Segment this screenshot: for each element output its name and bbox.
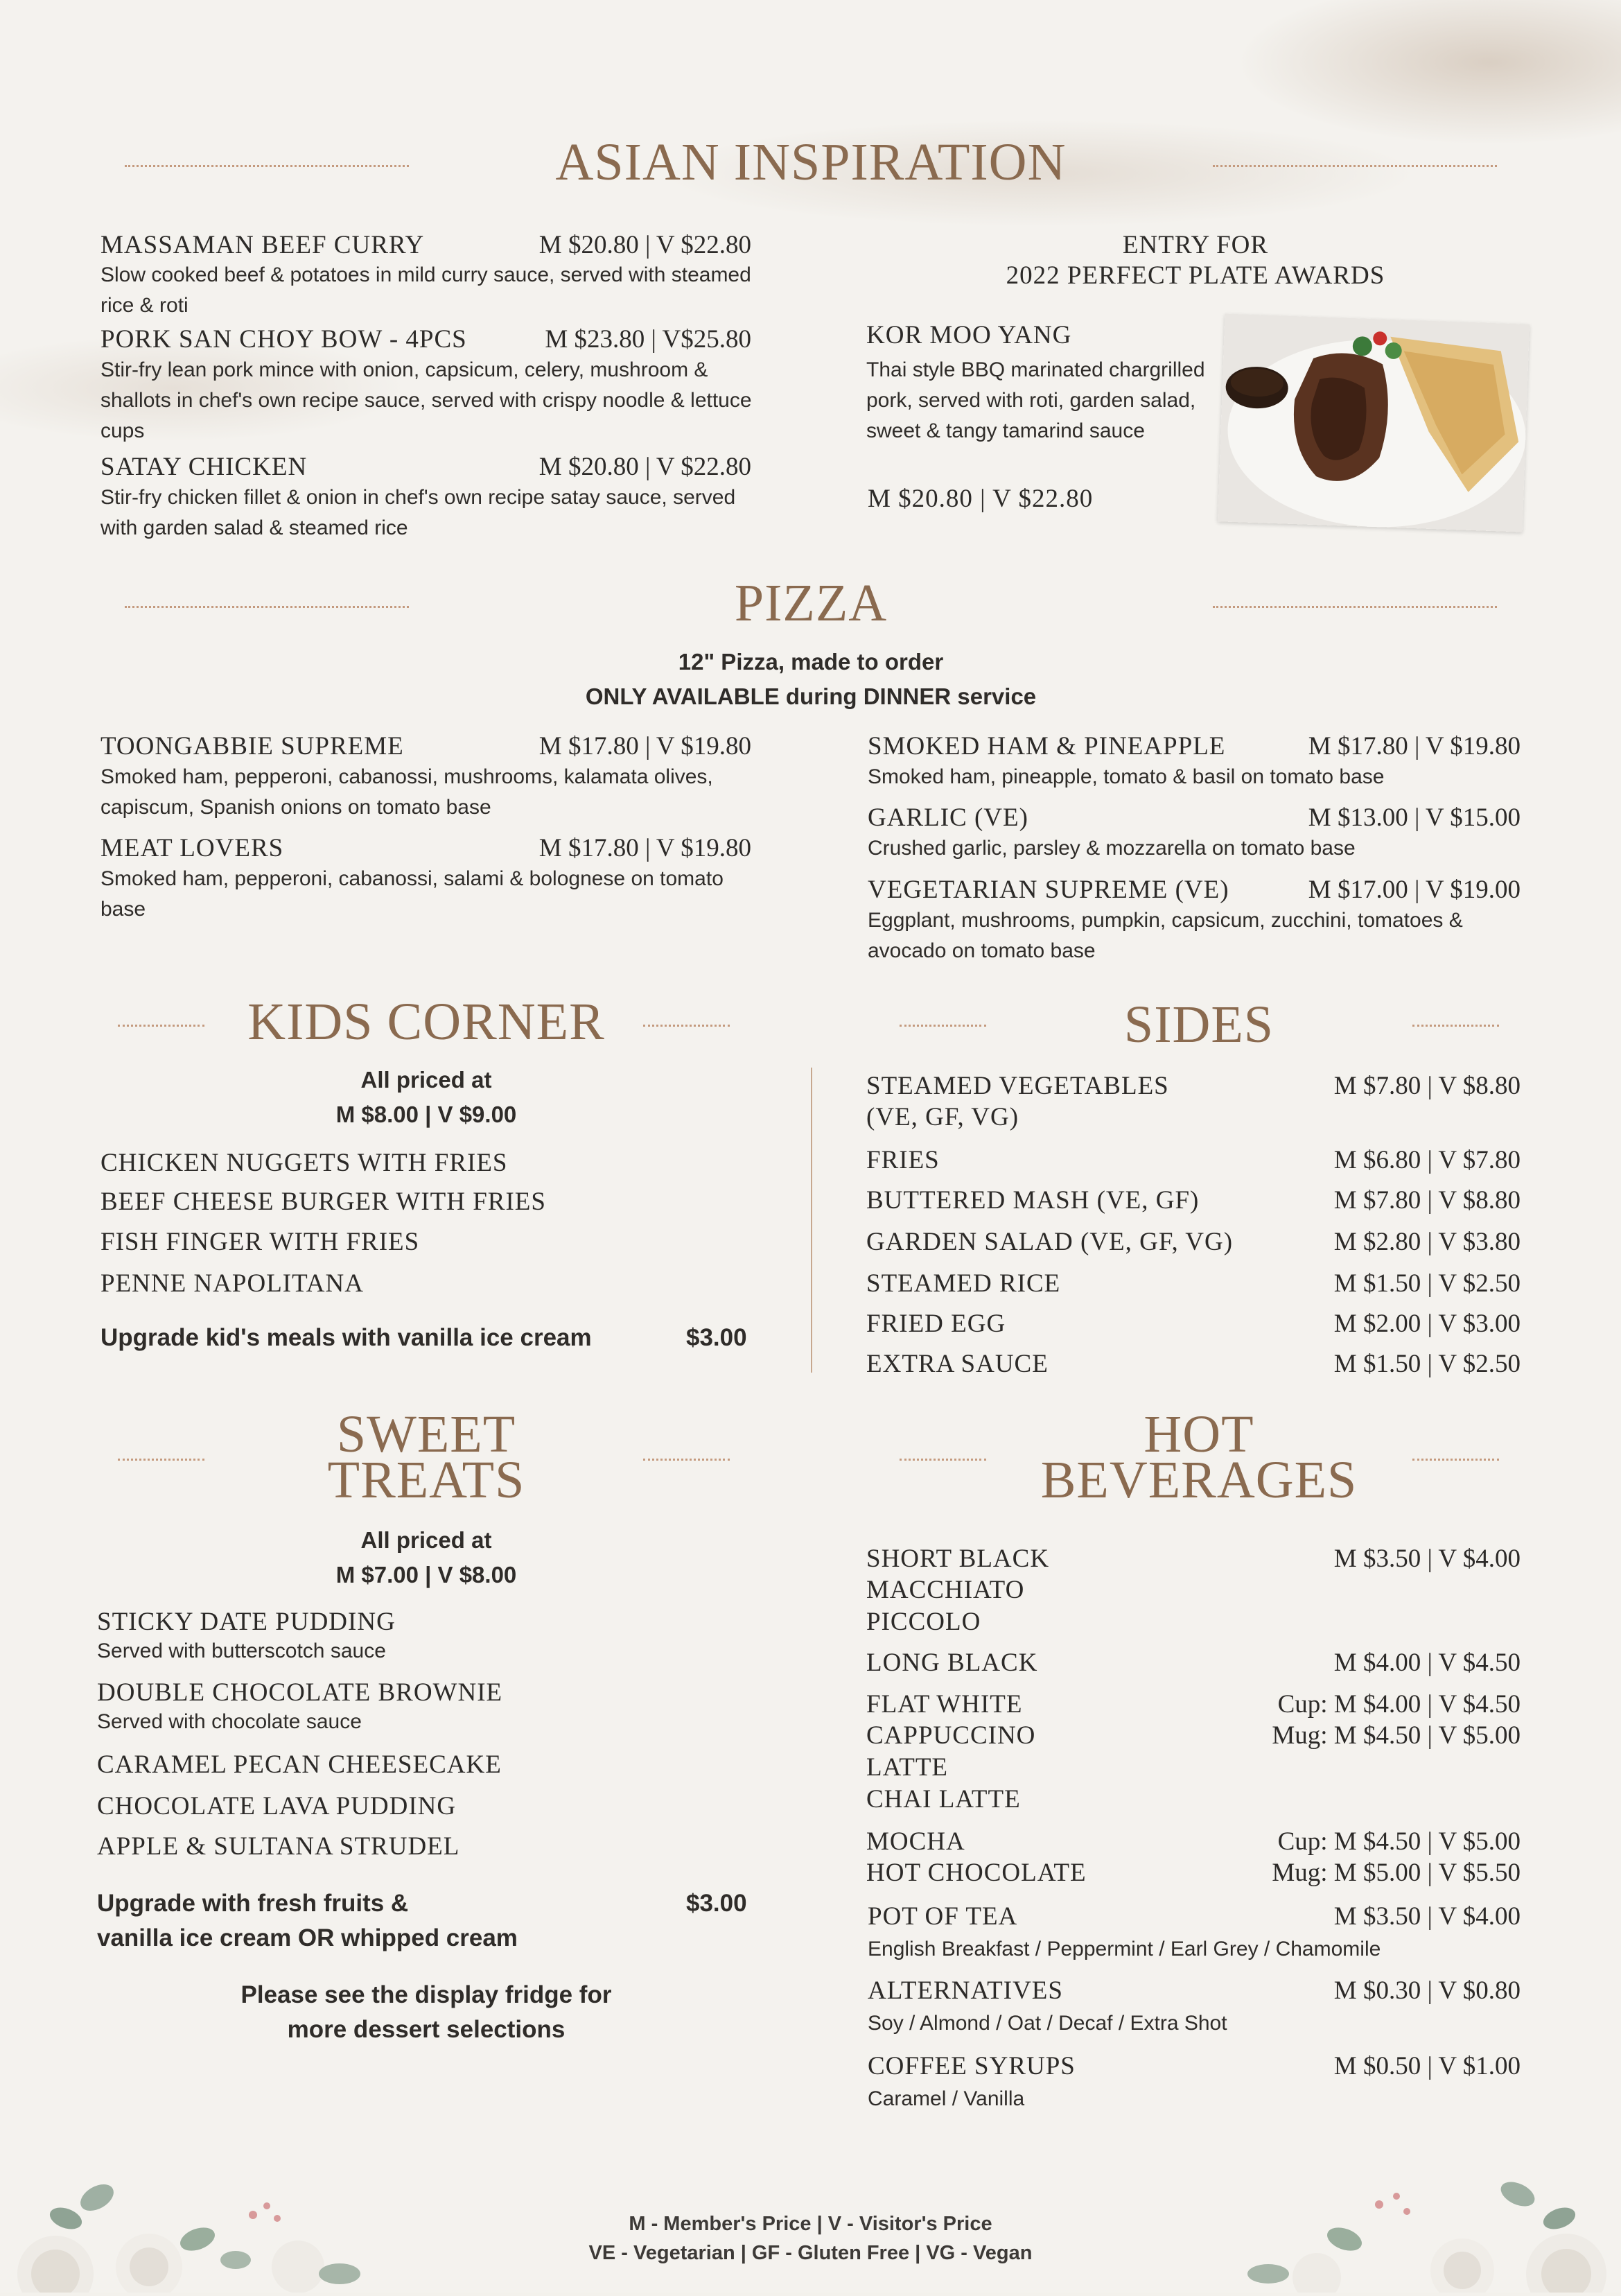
side-price: M $7.80 | V $8.80 <box>1333 1186 1521 1215</box>
kids-item: CHICKEN NUGGETS WITH FRIES <box>100 1149 508 1177</box>
hot-title-line2: BEVERAGES <box>1040 1451 1358 1509</box>
title-rule-right <box>643 1459 730 1461</box>
title-rule-left <box>125 165 409 167</box>
beverage-mug-price: Mug: M $4.50 | V $5.00 <box>1272 1721 1521 1750</box>
section-title-kids: KIDS CORNER <box>247 993 605 1051</box>
featured-item-description: Thai style BBQ marinated chargrilled pork, served with roti, garden salad, sweet & tangy tamarind sauce <box>866 358 1205 442</box>
kids-upgrade-price: $3.00 <box>686 1324 747 1351</box>
item-description: Smoked ham, pineapple, tomato & basil on tomato base <box>868 765 1385 788</box>
legend-prices: M - Member's Price | V - Visitor's Price <box>629 2213 992 2235</box>
beverage-name: MOCHA <box>866 1827 965 1856</box>
beverage-price: M $4.00 | V $4.50 <box>1333 1649 1521 1677</box>
side-name: BUTTERED MASH (VE, GF) <box>866 1186 1200 1215</box>
item-name: GARLIC (VE) <box>868 803 1028 832</box>
kids-item: FISH FINGER WITH FRIES <box>100 1228 420 1256</box>
side-name: STEAMED VEGETABLES <box>866 1072 1169 1100</box>
dessert-description: Served with chocolate sauce <box>97 1710 362 1733</box>
beverage-price: M $0.50 | V $1.00 <box>1333 2052 1521 2080</box>
featured-dish-photo <box>1218 313 1530 532</box>
side-name-tags: (VE, GF, VG) <box>866 1103 1019 1131</box>
side-name: GARDEN SALAD (VE, GF, VG) <box>866 1228 1234 1256</box>
side-price: M $1.50 | V $2.50 <box>1333 1269 1521 1298</box>
beverage-name: LONG BLACK <box>866 1649 1038 1677</box>
item-description: Slow cooked beef & potatoes in mild curry sauce, served with steamed rice & roti <box>100 263 751 317</box>
kids-upgrade-label: Upgrade kid's meals with vanilla ice cream <box>100 1324 592 1351</box>
item-name: PORK SAN CHOY BOW - 4PCS <box>100 325 467 354</box>
item-description: Eggplant, mushrooms, pumpkin, capsicum, zucchini, tomatoes & avocado on tomato base <box>868 909 1463 962</box>
title-rule-right <box>1412 1459 1499 1461</box>
beverage-name: MACCHIATO <box>866 1576 1025 1604</box>
section-title-pizza: PIZZA <box>734 574 888 632</box>
beverage-price: M $0.30 | V $0.80 <box>1333 1976 1521 2005</box>
item-price: M $20.80 | V $22.80 <box>538 231 751 259</box>
beverage-name: ALTERNATIVES <box>868 1976 1063 2005</box>
title-rule-left <box>118 1459 204 1461</box>
beverage-name: HOT CHOCOLATE <box>866 1859 1087 1887</box>
kids-note-label: All priced at <box>360 1067 492 1093</box>
floral-decoration-right <box>1241 2163 1621 2293</box>
side-price: M $2.00 | V $3.00 <box>1333 1310 1521 1338</box>
dessert-name: STICKY DATE PUDDING <box>97 1608 396 1636</box>
item-description: Stir-fry chicken fillet & onion in chef's own recipe satay sauce, served with garden salad & steamed rice <box>100 486 736 539</box>
side-name: EXTRA SAUCE <box>866 1350 1049 1378</box>
award-name-line: 2022 PERFECT PLATE AWARDS <box>1006 261 1385 290</box>
beverage-description: English Breakfast / Peppermint / Earl Grey / Chamomile <box>868 1938 1381 1960</box>
title-rule-left <box>900 1025 986 1027</box>
sweet-note-price: M $7.00 | V $8.00 <box>335 1562 517 1588</box>
beverage-price: M $3.50 | V $4.00 <box>1333 1902 1521 1931</box>
fridge-note-line1: Please see the display fridge for <box>240 1981 612 2008</box>
item-name: MEAT LOVERS <box>100 834 284 862</box>
kids-item: BEEF CHEESE BURGER WITH FRIES <box>100 1188 546 1216</box>
side-price: M $2.80 | V $3.80 <box>1333 1228 1521 1256</box>
beverage-description: Caramel / Vanilla <box>868 2087 1025 2110</box>
item-price: M $17.80 | V $19.80 <box>538 834 751 862</box>
pizza-note-size: 12" Pizza, made to order <box>678 649 944 675</box>
beverage-name: LATTE <box>866 1753 949 1782</box>
featured-item-name: KOR MOO YANG <box>866 321 1072 349</box>
sweet-upgrade-line2: vanilla ice cream OR whipped cream <box>97 1924 518 1951</box>
dessert-description: Served with butterscotch sauce <box>97 1640 386 1662</box>
title-rule-right <box>1213 606 1497 608</box>
title-rule-right <box>643 1025 730 1027</box>
item-price: M $13.00 | V $15.00 <box>1308 803 1521 832</box>
section-title-sweet <box>215 1405 638 1509</box>
item-price: M $17.80 | V $19.80 <box>1308 732 1521 760</box>
item-price: M $20.80 | V $22.80 <box>538 453 751 481</box>
section-title-hot <box>998 1405 1400 1509</box>
item-name: TOONGABBIE SUPREME <box>100 732 404 760</box>
hot-title-line1: HOT <box>1144 1405 1254 1463</box>
beverage-mug-price: Mug: M $5.00 | V $5.50 <box>1272 1859 1521 1887</box>
column-divider <box>811 1068 812 1373</box>
beverage-name: COFFEE SYRUPS <box>868 2052 1076 2080</box>
beverage-price: M $3.50 | V $4.00 <box>1333 1545 1521 1573</box>
floral-decoration-left <box>0 2163 388 2293</box>
title-rule-left <box>125 606 409 608</box>
fridge-note-line2: more dessert selections <box>287 2016 566 2043</box>
kids-note-price: M $8.00 | V $9.00 <box>335 1102 517 1127</box>
beverage-name: POT OF TEA <box>868 1902 1018 1931</box>
side-price: M $7.80 | V $8.80 <box>1333 1072 1521 1100</box>
fridge-note <box>159 1978 693 2047</box>
award-entry-line: ENTRY FOR <box>1122 231 1269 259</box>
section-title-asian: ASIAN INSPIRATION <box>555 133 1067 191</box>
item-price: M $23.80 | V$25.80 <box>545 325 751 354</box>
sweet-upgrade-line1: Upgrade with fresh fruits & <box>97 1890 409 1917</box>
pizza-note <box>416 645 1206 714</box>
item-name: VEGETARIAN SUPREME (VE) <box>868 876 1229 904</box>
side-price: M $1.50 | V $2.50 <box>1333 1350 1521 1378</box>
side-name: FRIES <box>866 1146 940 1174</box>
side-name: FRIED EGG <box>866 1310 1006 1338</box>
item-description: Smoked ham, pepperoni, cabanossi, salami & bolognese on tomato base <box>100 867 724 921</box>
kids-item: PENNE NAPOLITANA <box>100 1269 364 1298</box>
title-rule-left <box>900 1459 986 1461</box>
item-description: Crushed garlic, parsley & mozzarella on tomato base <box>868 837 1356 860</box>
legend-diet: VE - Vegetarian | GF - Gluten Free | VG - Vegan <box>588 2242 1033 2264</box>
item-description: Stir-fry lean pork mince with onion, capsicum, celery, mushroom & shallots in chef's own recipe sauce, served with crispy noodle & lettuce cups <box>100 358 752 442</box>
item-price: M $17.80 | V $19.80 <box>538 732 751 760</box>
side-price: M $6.80 | V $7.80 <box>1333 1146 1521 1174</box>
featured-item-price: M $20.80 | V $22.80 <box>868 485 1094 513</box>
beverage-description: Soy / Almond / Oat / Decaf / Extra Shot <box>868 2012 1227 2035</box>
item-name: SATAY CHICKEN <box>100 453 308 481</box>
sweet-title-line2: TREATS <box>327 1451 525 1509</box>
sweet-title-line1: SWEET <box>336 1405 516 1463</box>
item-description: Smoked ham, pepperoni, cabanossi, mushrooms, kalamata olives, capiscum, Spanish onions on tomato base <box>100 765 713 819</box>
title-rule-right <box>1213 165 1497 167</box>
beverage-name: CHAI LATTE <box>866 1785 1021 1814</box>
sweet-upgrade-price: $3.00 <box>686 1890 747 1917</box>
dessert-name: APPLE & SULTANA STRUDEL <box>97 1832 460 1861</box>
section-title-sides: SIDES <box>1123 995 1274 1054</box>
beverage-name: FLAT WHITE <box>866 1690 1023 1719</box>
side-name: STEAMED RICE <box>866 1269 1061 1298</box>
beverage-name: PICCOLO <box>866 1608 981 1636</box>
item-price: M $17.00 | V $19.00 <box>1308 876 1521 904</box>
beverage-cup-price: Cup: M $4.00 | V $4.50 <box>1277 1690 1521 1719</box>
dessert-name: CHOCOLATE LAVA PUDDING <box>97 1792 457 1820</box>
beverage-name: SHORT BLACK <box>866 1545 1050 1573</box>
beverage-cup-price: Cup: M $4.50 | V $5.00 <box>1277 1827 1521 1856</box>
sweet-price-note <box>215 1523 638 1592</box>
dessert-name: DOUBLE CHOCOLATE BROWNIE <box>97 1678 503 1707</box>
kids-price-note <box>215 1063 638 1132</box>
sweet-note-label: All priced at <box>360 1527 492 1553</box>
title-rule-right <box>1412 1025 1499 1027</box>
item-name: MASSAMAN BEEF CURRY <box>100 231 425 259</box>
dessert-name: CARAMEL PECAN CHEESECAKE <box>97 1750 502 1779</box>
pizza-note-availability: ONLY AVAILABLE during DINNER service <box>585 684 1037 709</box>
beverage-name: CAPPUCCINO <box>866 1721 1036 1750</box>
title-rule-left <box>118 1025 204 1027</box>
item-name: SMOKED HAM & PINEAPPLE <box>868 732 1226 760</box>
